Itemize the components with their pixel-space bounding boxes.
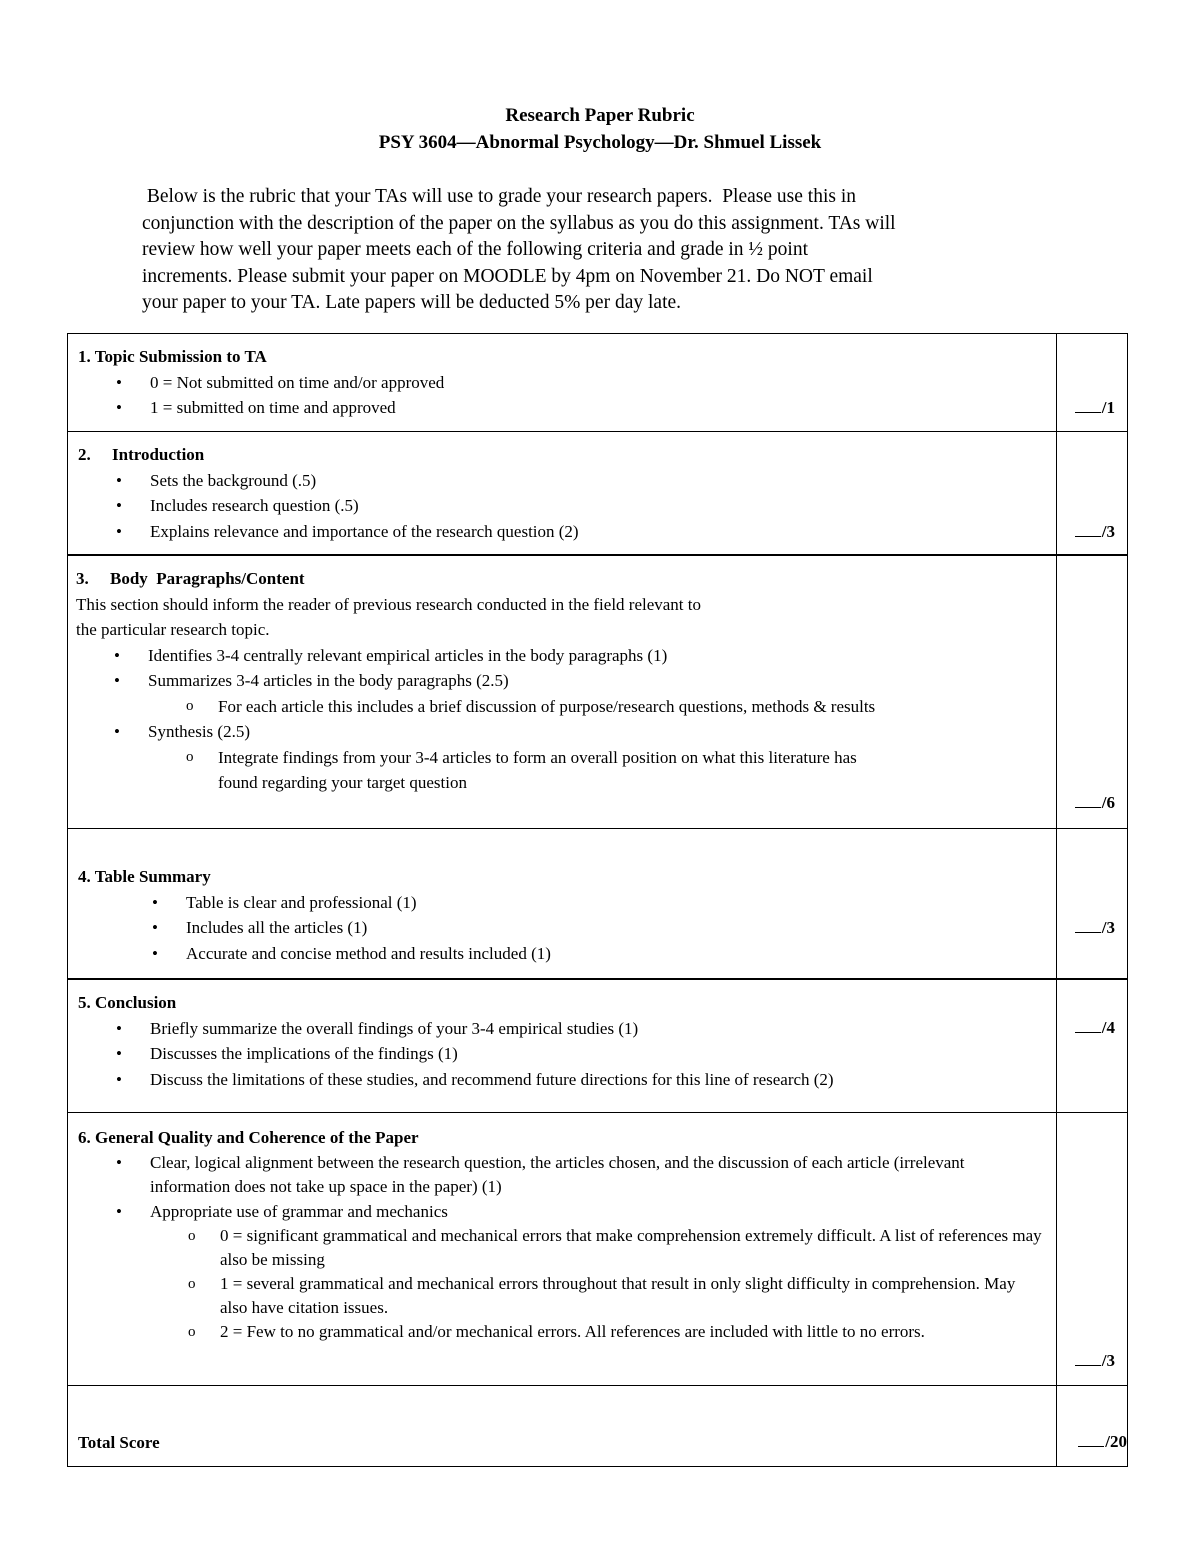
score-cell xyxy=(1057,432,1127,554)
score-value: /3 xyxy=(1101,918,1115,937)
rubric-row xyxy=(68,980,1127,1113)
score-cell xyxy=(1057,556,1127,828)
intro-line: increments. Please submit your paper on MOODLE by 4pm on November 21. Do NOT email xyxy=(142,265,873,287)
total-score-label: Total Score xyxy=(78,1433,160,1452)
section-description: the particular research topic. xyxy=(76,620,270,639)
list-item: • 0 = Not submitted on time and/or approved xyxy=(78,370,1046,396)
score-cell xyxy=(1057,829,1127,978)
sub-list-item: o 2 = Few to no grammatical and/or mechanical errors. All references are included with little to no errors. xyxy=(78,1320,1046,1344)
list-item: • Identifies 3-4 centrally relevant empirical articles in the body paragraphs (1) xyxy=(76,643,1046,669)
intro-line: your paper to your TA. Late papers will be deducted 5% per day late. xyxy=(142,292,682,313)
section-description: This section should inform the reader of previous research conducted in the field relevant to xyxy=(76,594,702,614)
total-score-value: /20 xyxy=(1105,1432,1127,1451)
total-row xyxy=(68,1386,1127,1466)
rubric-criteria-cell xyxy=(68,1113,1057,1385)
section-heading: 4. Table Summary xyxy=(78,867,211,886)
sub-list-item: o 1 = several grammatical and mechanical errors throughout that result in only slight difficulty in comprehension. May also have citation issues. xyxy=(78,1272,1046,1320)
intro-paragraph xyxy=(142,184,1082,317)
rubric-row xyxy=(68,829,1127,980)
section-heading: 6. General Quality and Coherence of the Paper xyxy=(78,1128,419,1147)
score-value: /1 xyxy=(1101,398,1115,417)
score-value: /3 xyxy=(1101,522,1115,541)
rubric-criteria-cell xyxy=(68,556,1057,828)
list-item: • Appropriate use of grammar and mechanics xyxy=(78,1199,1046,1225)
section-heading: 3. Body Paragraphs/Content xyxy=(76,569,305,588)
score-cell xyxy=(1057,334,1127,431)
total-label-cell xyxy=(68,1386,1057,1466)
list-item: • Synthesis (2.5) xyxy=(76,719,1046,745)
score-cell xyxy=(1057,980,1127,1112)
list-item: • Sets the background (.5) xyxy=(78,468,1046,494)
intro-line: Below is the rubric that your TAs will use to grade your research papers. Please use this in xyxy=(142,186,856,207)
intro-line: conjunction with the description of the paper on the syllabus as you do this assignment. TAs will xyxy=(142,212,896,234)
rubric-criteria-cell xyxy=(68,334,1057,431)
list-item: • Discusses the implications of the findings (1) xyxy=(78,1041,1046,1067)
rubric-table xyxy=(67,333,1128,1467)
list-item: • Accurate and concise method and results included (1) xyxy=(78,941,1046,967)
list-item: • Summarizes 3-4 articles in the body paragraphs (2.5) xyxy=(76,668,1046,694)
rubric-row xyxy=(68,556,1127,829)
rubric-criteria-cell xyxy=(68,829,1057,978)
sub-list-item: o 0 = significant grammatical and mechanical errors that make comprehension extremely difficult. A list of references may also be missing xyxy=(78,1224,1046,1272)
score-value: /3 xyxy=(1101,1351,1115,1370)
list-item: • Table is clear and professional (1) xyxy=(78,890,1046,916)
section-heading: 2. Introduction xyxy=(78,445,205,464)
sub-list-item: o Integrate findings from your 3-4 articles to form an overall position on what this literature has found regarding your target question xyxy=(76,745,858,796)
rubric-row xyxy=(68,1113,1127,1386)
rubric-criteria-cell xyxy=(68,980,1057,1112)
rubric-row xyxy=(68,432,1127,556)
list-item: • 1 = submitted on time and approved xyxy=(78,395,1046,421)
score-value: /4 xyxy=(1101,1018,1115,1037)
total-score-cell xyxy=(1057,1386,1127,1466)
score-cell xyxy=(1057,1113,1127,1385)
rubric-row xyxy=(68,334,1127,432)
list-item: • Includes all the articles (1) xyxy=(78,915,1046,941)
list-item: • Discuss the limitations of these studies, and recommend future directions for this line of research (2) xyxy=(78,1067,1046,1093)
list-item: • Clear, logical alignment between the research question, the articles chosen, and the discussion of each article (irrelevant information does not take up space in the paper) (1) xyxy=(78,1151,1046,1199)
list-item: • Includes research question (.5) xyxy=(78,493,1046,519)
list-item: • Briefly summarize the overall findings of your 3-4 empirical studies (1) xyxy=(78,1016,1046,1042)
document-title: Research Paper Rubric xyxy=(505,105,695,126)
score-value: /6 xyxy=(1101,793,1115,812)
section-heading: 1. Topic Submission to TA xyxy=(78,347,267,366)
intro-line: review how well your paper meets each of the following criteria and grade in ½ point xyxy=(142,239,809,260)
rubric-criteria-cell xyxy=(68,432,1057,554)
section-heading: 5. Conclusion xyxy=(78,993,177,1012)
list-item: • Explains relevance and importance of the research question (2) xyxy=(78,519,1046,545)
sub-list-item: o For each article this includes a brief discussion of purpose/research questions, methods & results xyxy=(76,694,1046,720)
course-subtitle: PSY 3604—Abnormal Psychology—Dr. Shmuel Lissek xyxy=(378,132,822,153)
